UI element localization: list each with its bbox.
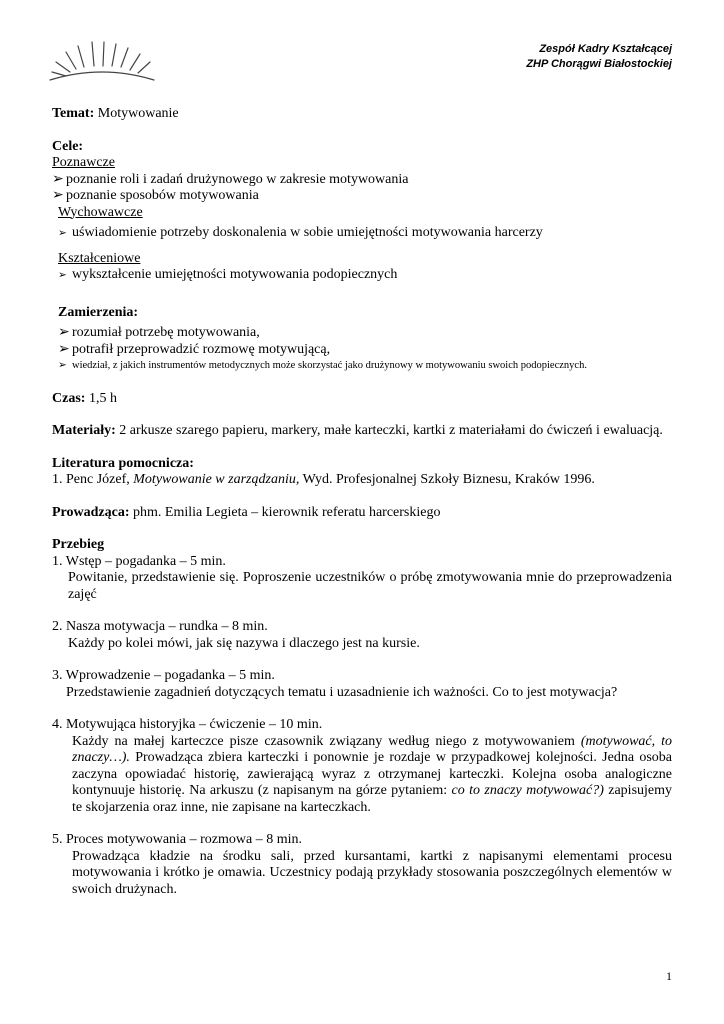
book-title: Motywowanie w zarządzaniu,: [133, 472, 300, 487]
arrow-bullet-icon: ➢: [58, 325, 70, 340]
zamierzenia-item: ➢ rozumiał potrzebę motywowania,: [58, 325, 260, 340]
poznawcze-item: ➢ poznanie roli i zadań drużynowego w zakresie motywowania: [52, 171, 409, 187]
ksztalceniowe-label: Kształceniowe: [58, 250, 141, 266]
step-4-title: 4. Motywująca historyjka – ćwiczenie – 10 min.: [52, 717, 323, 732]
sunrise-icon: [46, 40, 158, 86]
prowadzaca-line: [52, 505, 672, 522]
wychowawcze-item: ➢ uświadomienie potrzeby doskonalenia w sobie umiejętności motywowania harcerzy: [52, 225, 672, 243]
prowadzaca-value: phm. Emilia Legieta – kierownik referatu harcerskiego: [129, 504, 441, 520]
step-5-title: 5. Proces motywowania – rozmowa – 8 min.: [52, 832, 303, 847]
arrow-bullet-icon: ➢: [58, 270, 67, 281]
zamierzenia-heading: Zamierzenia:: [58, 304, 139, 320]
czas-line: [52, 391, 672, 408]
materialy-paragraph: [52, 423, 672, 440]
step-1-title: 1. Wstęp – pogadanka – 5 min.: [52, 553, 226, 569]
cele-heading: Cele:: [52, 138, 84, 154]
materialy-label: Materiały:: [52, 423, 116, 438]
czas-value: 1,5 h: [85, 390, 117, 406]
czas-label: Czas:: [52, 390, 86, 406]
zamierzenia-item: ➢ potrafił przeprowadzić rozmowę motywującą,: [58, 341, 331, 357]
page-number: 1: [666, 969, 672, 983]
document-body: [52, 106, 672, 898]
arrow-bullet-icon: ➢: [58, 341, 70, 357]
arrow-bullet-icon: ➢: [58, 360, 67, 371]
poznawcze-label: Poznawcze: [52, 155, 115, 170]
arrow-bullet-icon: ➢: [58, 228, 67, 239]
ksztalceniowe-item: ➢ wykształcenie umiejętności motywowania podopiecznych: [52, 267, 672, 285]
step-3-body: Przedstawienie zagadnień dotyczących tematu i uzasadnienie ich ważności. Co to jest motywacja?: [66, 684, 618, 700]
step-3-title: 3. Wprowadzenie – pogadanka – 5 min.: [52, 668, 275, 683]
temat-line: [52, 106, 672, 123]
temat-label: Temat:: [52, 106, 95, 121]
step-2-title: 2. Nasza motywacja – rundka – 8 min.: [52, 619, 268, 634]
poznawcze-item: ➢ poznanie sposobów motywowania: [52, 188, 259, 203]
literatura-entry: 1. Penc Józef, Motywowanie w zarządzaniu, Wyd. Profesjonalnej Szkoły Biznesu, Kraków 1996.: [52, 472, 595, 487]
header-line-2: ZHP Chorągwi Białostockiej: [526, 58, 672, 70]
header-line-1: Zespół Kadry Kształcącej: [539, 43, 672, 55]
organization-header: [526, 42, 672, 72]
step-1-body: Powitanie, przedstawienie się. Poproszenie uczestników o próbę zmotywowania mnie do przeprowadzenia zajęć: [68, 570, 672, 602]
materialy-value: 2 arkusze szarego papieru, markery, małe karteczki, kartki z materiałami do ćwiczeń i ewaluacją.: [115, 423, 663, 438]
step-4-body: Każdy na małej karteczce pisze czasownik związany według niego z motywowaniem (motywować, to znaczy…). Prowadząca zbiera karteczki i ponownie je rozdaje w przypadkowej kolejności. Jedna osoba zaczyna opowiadać historię, zawierającą wyraz z otrzymanej karteczki. Kolejna osoba analogiczne kontynuuje historię. Na arkuszu (z napisanym na górze pytaniem: co to znaczy motywować?) zapisujemy te skojarzenia oraz inne, nie zapisane na karteczkach.: [72, 733, 673, 815]
prowadzaca-label: Prowadząca:: [52, 504, 130, 520]
przebieg-heading: Przebieg: [52, 537, 105, 552]
wychowawcze-label: Wychowawcze: [58, 204, 143, 220]
arrow-bullet-icon: ➢: [52, 188, 64, 203]
step-2-body: Każdy po kolei mówi, jak się nazywa i dlaczego jest na kursie.: [68, 635, 420, 651]
temat-value: Motywowanie: [94, 106, 179, 121]
step-5-body: Prowadząca kładzie na środku sali, przed kursantami, kartki z napisanymi elementami procesu motywowania i krótko je omawia. Uczestnicy podają przykłady stosowania poszczególnych elementów w swoich drużynach.: [72, 848, 672, 897]
zamierzenia-item: ➢ wiedział, z jakich instrumentów metodycznych może skorzystać jako drużynowy w motywowaniu swoich podopiecznych.: [52, 358, 672, 375]
arrow-bullet-icon: ➢: [52, 171, 64, 187]
literatura-heading: Literatura pomocnicza:: [52, 455, 194, 471]
